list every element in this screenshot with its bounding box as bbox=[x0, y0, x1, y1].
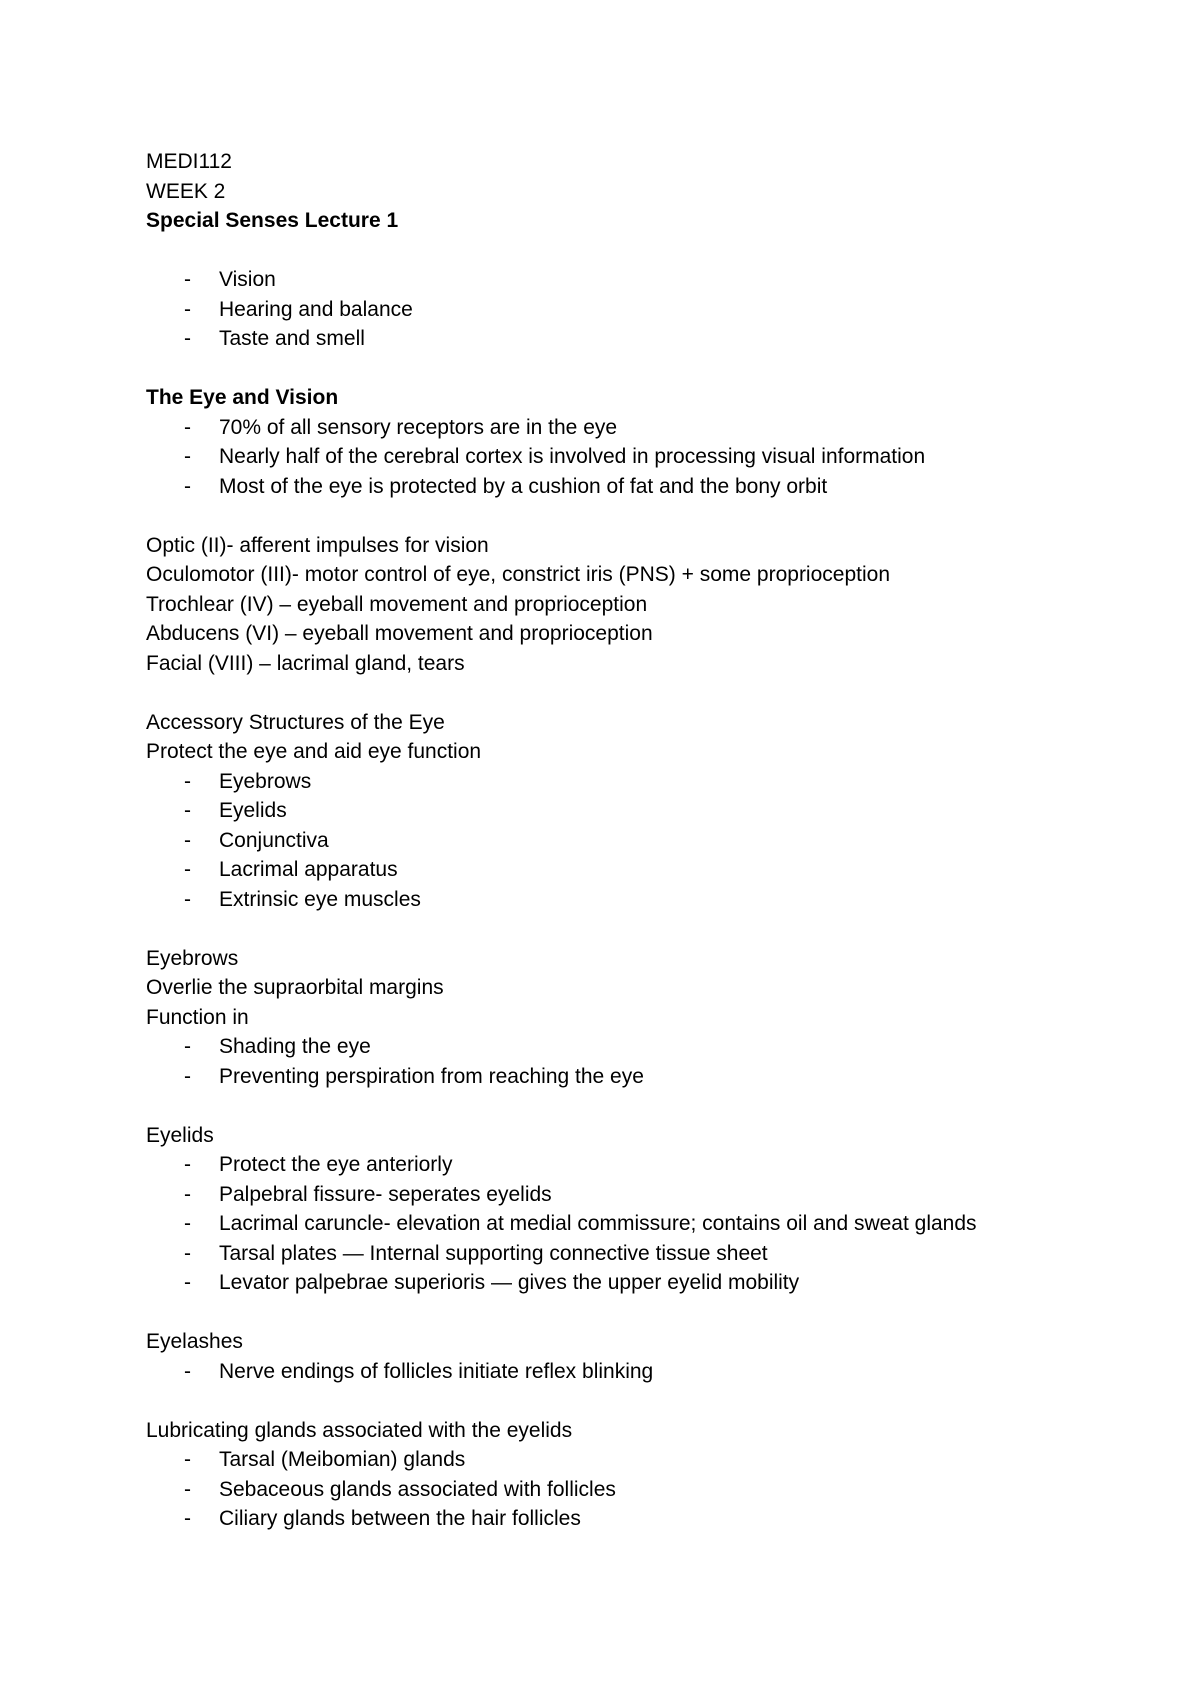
bullet-dash: - bbox=[184, 887, 191, 911]
list-item: - Levator palpebrae superioris — gives the upper eyelid mobility bbox=[146, 1268, 1146, 1298]
bullet-dash: - bbox=[184, 297, 191, 321]
spacer bbox=[146, 1091, 1146, 1121]
accessory-subheading: Protect the eye and aid eye function bbox=[146, 740, 482, 763]
section-heading-eyebrows: Eyebrows bbox=[146, 946, 239, 970]
bullet-dash: - bbox=[184, 1271, 191, 1294]
eyelids-list bbox=[146, 1150, 1146, 1298]
list-item: - Preventing perspiration from reaching the eye bbox=[146, 1062, 1146, 1092]
bullet-dash: - bbox=[184, 268, 191, 291]
spacer bbox=[146, 501, 1146, 531]
bullet-dash: - bbox=[184, 1507, 191, 1530]
section-heading-eye-vision: The Eye and Vision bbox=[146, 386, 339, 409]
eyebrows-line: Overlie the supraorbital margins bbox=[146, 976, 444, 999]
bullet-dash: - bbox=[184, 1153, 191, 1176]
list-item: - Most of the eye is protected by a cushion of fat and the bony orbit bbox=[146, 472, 1146, 502]
cranial-nerve-line: Abducens (VI) – eyeball movement and proprioception bbox=[146, 622, 653, 645]
list-item: - Tarsal plates — Internal supporting connective tissue sheet bbox=[146, 1239, 1146, 1269]
cranial-nerve-line: Facial (VIII) – lacrimal gland, tears bbox=[146, 651, 465, 675]
bullet-dash: - bbox=[184, 1359, 191, 1383]
eyelashes-list bbox=[146, 1357, 1146, 1387]
spacer bbox=[146, 914, 1146, 944]
list-item: - Ciliary glands between the hair follicles bbox=[146, 1504, 1146, 1534]
list-item: - Sebaceous glands associated with follicles bbox=[146, 1475, 1146, 1505]
spacer bbox=[146, 678, 1146, 708]
list-item: - Protect the eye anteriorly bbox=[146, 1150, 1146, 1180]
spacer bbox=[146, 1298, 1146, 1328]
list-item: - Taste and smell bbox=[146, 324, 1146, 354]
document-page bbox=[146, 147, 1146, 1534]
lubricating-list bbox=[146, 1445, 1146, 1534]
list-item: - Palpebral fissure- seperates eyelids bbox=[146, 1180, 1146, 1210]
list-item: - 70% of all sensory receptors are in the eye bbox=[146, 413, 1146, 443]
spacer bbox=[146, 354, 1146, 384]
spacer bbox=[146, 1386, 1146, 1416]
list-item: - Eyebrows bbox=[146, 767, 1146, 797]
bullet-dash: - bbox=[184, 1477, 191, 1501]
bullet-dash: - bbox=[184, 828, 191, 852]
spacer bbox=[146, 236, 1146, 266]
list-item: - Nearly half of the cerebral cortex is involved in processing visual information bbox=[146, 442, 1146, 472]
bullet-dash: - bbox=[184, 1241, 191, 1265]
list-item: - Eyelids bbox=[146, 796, 1146, 826]
bullet-dash: - bbox=[184, 327, 191, 350]
section-heading-accessory: Accessory Structures of the Eye bbox=[146, 710, 445, 734]
accessory-list bbox=[146, 767, 1146, 915]
list-item: - Lacrimal caruncle- elevation at medial commissure; contains oil and sweat glands bbox=[146, 1209, 1146, 1239]
cranial-nerve-line: Trochlear (IV) – eyeball movement and proprioception bbox=[146, 592, 648, 616]
bullet-dash: - bbox=[184, 1182, 191, 1206]
intro-list bbox=[146, 265, 1146, 354]
bullet-dash: - bbox=[184, 1212, 191, 1235]
cranial-nerve-line: Oculomotor (III)- motor control of eye, constrict iris (PNS) + some proprioception bbox=[146, 563, 890, 586]
bullet-dash: - bbox=[184, 1035, 191, 1058]
list-item: - Hearing and balance bbox=[146, 295, 1146, 325]
bullet-dash: - bbox=[184, 858, 191, 881]
list-item: - Vision bbox=[146, 265, 1146, 295]
bullet-dash: - bbox=[184, 445, 191, 468]
section-heading-lubricating: Lubricating glands associated with the eyelids bbox=[146, 1418, 573, 1442]
list-item: - Nerve endings of follicles initiate reflex blinking bbox=[146, 1357, 1146, 1387]
bullet-dash: - bbox=[184, 769, 191, 793]
bullet-dash: - bbox=[184, 1448, 191, 1471]
cranial-nerve-line: Optic (II)- afferent impulses for vision bbox=[146, 533, 489, 557]
list-item: - Conjunctiva bbox=[146, 826, 1146, 856]
bullet-dash: - bbox=[184, 474, 191, 498]
lecture-title: Special Senses Lecture 1 bbox=[146, 209, 399, 232]
section-heading-eyelashes: Eyelashes bbox=[146, 1330, 243, 1353]
eyebrows-line: Function in bbox=[146, 1005, 249, 1029]
week-label: WEEK 2 bbox=[146, 179, 226, 203]
section-heading-eyelids: Eyelids bbox=[146, 1123, 214, 1147]
list-item: - Lacrimal apparatus bbox=[146, 855, 1146, 885]
eye-vision-list bbox=[146, 413, 1146, 502]
list-item: - Shading the eye bbox=[146, 1032, 1146, 1062]
eyebrows-list bbox=[146, 1032, 1146, 1091]
bullet-dash: - bbox=[184, 799, 191, 822]
bullet-dash: - bbox=[184, 415, 191, 439]
list-item: - Extrinsic eye muscles bbox=[146, 885, 1146, 915]
bullet-dash: - bbox=[184, 1064, 191, 1088]
list-item: - Tarsal (Meibomian) glands bbox=[146, 1445, 1146, 1475]
course-code: MEDI112 bbox=[146, 150, 232, 173]
